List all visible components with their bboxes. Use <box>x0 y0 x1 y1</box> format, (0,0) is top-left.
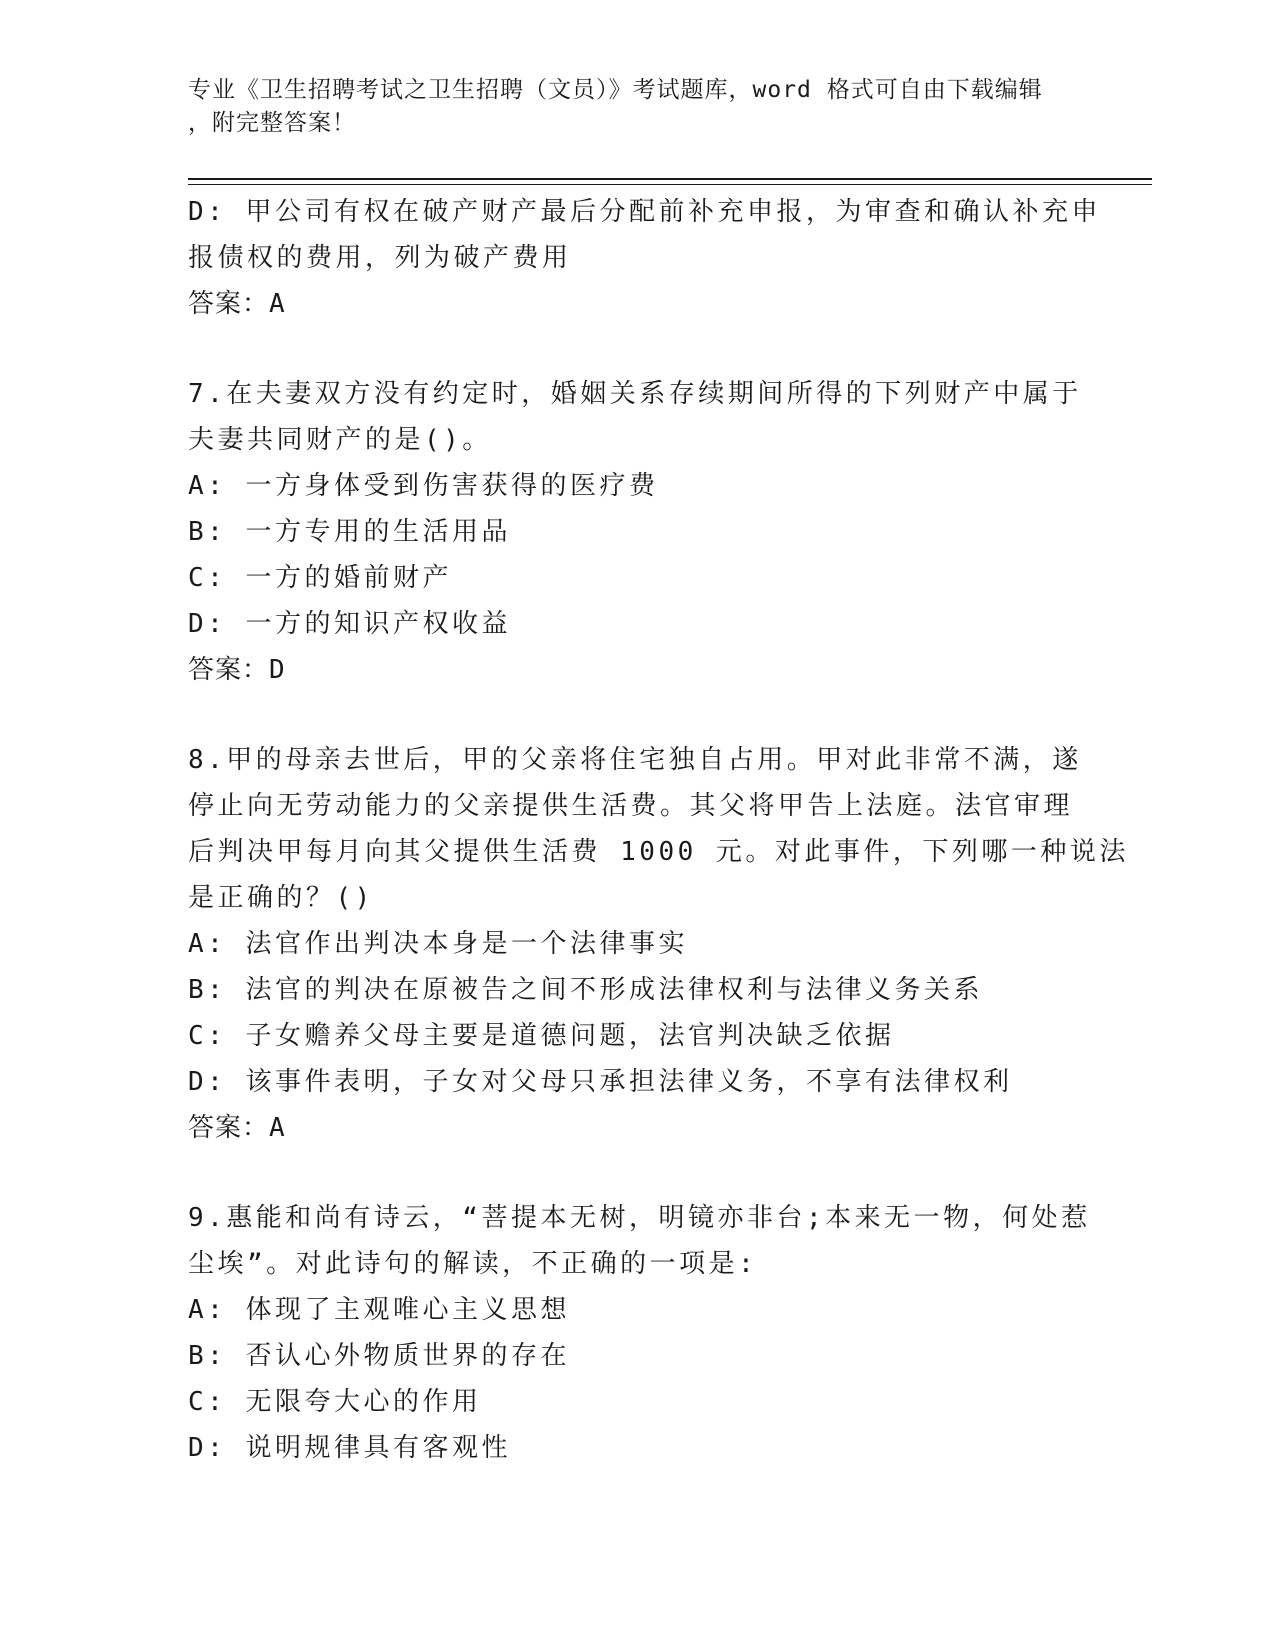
question-9 <box>188 1195 1091 1471</box>
question-stem: 停止向无劳动能力的父亲提供生活费。其父将甲告上法庭。法官审理 <box>188 791 1074 821</box>
question-8 <box>188 737 1129 1151</box>
answer-line: 答案：A <box>188 289 286 319</box>
answer-line: 答案：D <box>188 655 286 685</box>
document-header <box>188 74 1088 140</box>
question-7 <box>188 371 1088 693</box>
option-d: D: 一方的知识产权收益 <box>188 609 511 639</box>
question-stem: 尘埃”。对此诗句的解读，不正确的一项是: <box>188 1249 758 1279</box>
question-list <box>188 189 1129 1471</box>
option-c: C: 一方的婚前财产 <box>188 563 452 593</box>
prev-question <box>188 189 1101 327</box>
question-stem: 后判决甲每月向其父提供生活费 1000 元。对此事件，下列哪一种说法 <box>188 837 1129 867</box>
option-c: C: 子女赡养父母主要是道德问题，法官判决缺乏依据 <box>188 1021 895 1051</box>
answer-line: 答案：A <box>188 1113 286 1143</box>
option-a: A: 体现了主观唯心主义思想 <box>188 1295 570 1325</box>
option-b: B: 否认心外物质世界的存在 <box>188 1341 570 1371</box>
question-stem: 夫妻共同财产的是()。 <box>188 425 492 455</box>
option-b: B: 法官的判决在原被告之间不形成法律权利与法律义务关系 <box>188 975 983 1005</box>
option-d: D: 甲公司有权在破产财产最后分配前补充申报，为审查和确认补充申 <box>188 197 1101 227</box>
question-stem: 是正确的？() <box>188 883 374 913</box>
header-title-line-2: ，附完整答案！ <box>188 110 356 136</box>
option-d: D: 该事件表明，子女对父母只承担法律义务，不享有法律权利 <box>188 1067 1013 1097</box>
question-stem: 8.甲的母亲去世后，甲的父亲将住宅独自占用。甲对此非常不满，遂 <box>188 745 1082 775</box>
option-a: A: 一方身体受到伤害获得的医疗费 <box>188 471 659 501</box>
header-title-line-1: 专业《卫生招聘考试之卫生招聘（文员）》考试题库，word 格式可自由下载编辑 <box>188 77 1043 103</box>
option-d: D: 说明规律具有客观性 <box>188 1433 511 1463</box>
option-a: A: 法官作出判决本身是一个法律事实 <box>188 929 688 959</box>
question-stem: 9.惠能和尚有诗云，“菩提本无树，明镜亦非台;本来无一物，何处惹 <box>188 1203 1091 1233</box>
option-c: C: 无限夸大心的作用 <box>188 1387 482 1417</box>
option-b: B: 一方专用的生活用品 <box>188 517 511 547</box>
question-stem: 7.在夫妻双方没有约定时，婚姻关系存续期间所得的下列财产中属于 <box>188 379 1082 409</box>
header-divider-thick <box>188 178 1152 180</box>
header-divider-thin <box>188 184 1152 185</box>
option-d-continued: 报债权的费用，列为破产费用 <box>188 243 572 273</box>
